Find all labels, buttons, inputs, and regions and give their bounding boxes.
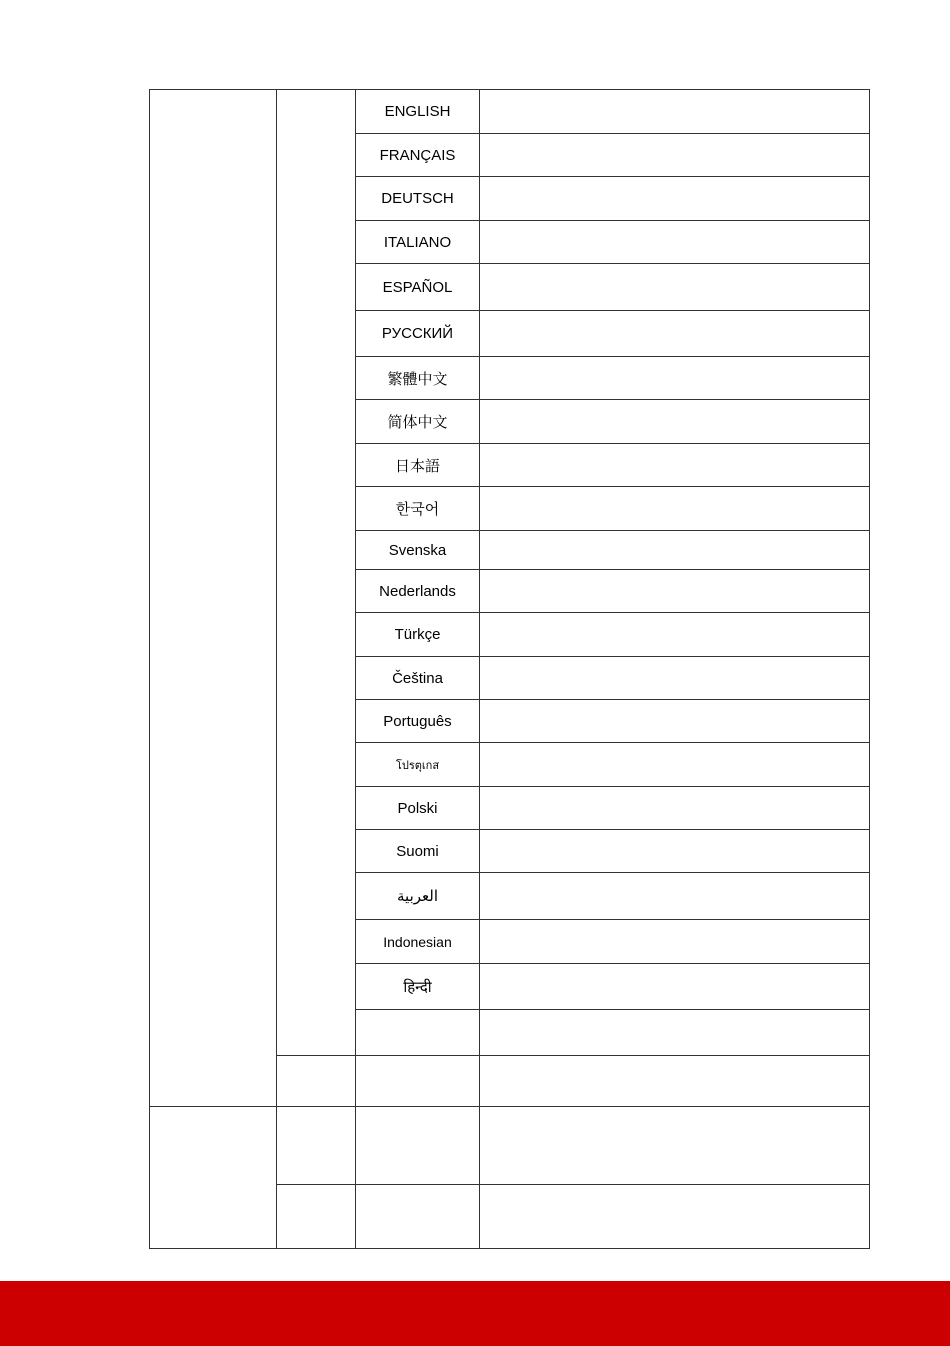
description-cell [480,700,870,743]
language-option: РУССКИЙ [356,311,480,357]
description-cell [480,444,870,487]
language-option: Svenska [356,531,480,570]
description-cell [480,873,870,920]
submenu-cell [277,1056,356,1107]
language-option: Suomi [356,830,480,873]
description-cell [480,221,870,264]
language-option: Polski [356,787,480,830]
language-option: العربية [356,873,480,920]
language-option: Čeština [356,657,480,700]
option-cell [356,1056,480,1107]
language-menu-table [149,89,870,1249]
submenu-cell [277,1107,356,1185]
description-cell [480,90,870,134]
language-option: 繁體中文 [356,357,480,400]
description-cell [480,830,870,873]
menu-category-cell [150,1107,277,1249]
description-cell [480,920,870,964]
option-cell [356,1185,480,1249]
description-cell [480,134,870,177]
description-cell [480,531,870,570]
description-cell [480,743,870,787]
description-cell [480,787,870,830]
description-cell [480,311,870,357]
submenu-cell [277,1185,356,1249]
footer-bar [0,1281,950,1346]
language-option: Nederlands [356,570,480,613]
submenu-cell [277,90,356,1056]
description-cell [480,613,870,657]
language-option: हिन्दी [356,964,480,1010]
description-cell [480,400,870,444]
option-cell [356,1107,480,1185]
description-cell [480,1185,870,1249]
description-cell [480,357,870,400]
language-option: Türkçe [356,613,480,657]
description-cell [480,1056,870,1107]
menu-category-cell [150,90,277,1107]
description-cell [480,964,870,1010]
language-option [356,1010,480,1056]
language-option: 日本語 [356,444,480,487]
language-option: Português [356,700,480,743]
language-option: DEUTSCH [356,177,480,221]
language-option: ITALIANO [356,221,480,264]
language-option: โปรตุเกส [356,743,480,787]
description-cell [480,487,870,531]
description-cell [480,264,870,311]
description-cell [480,1010,870,1056]
language-option: FRANÇAIS [356,134,480,177]
description-cell [480,570,870,613]
description-cell [480,657,870,700]
description-cell [480,177,870,221]
language-option: ENGLISH [356,90,480,134]
description-cell [480,1107,870,1185]
language-option: Indonesian [356,920,480,964]
language-option: 简体中文 [356,400,480,444]
language-option: ESPAÑOL [356,264,480,311]
language-option: 한국어 [356,487,480,531]
